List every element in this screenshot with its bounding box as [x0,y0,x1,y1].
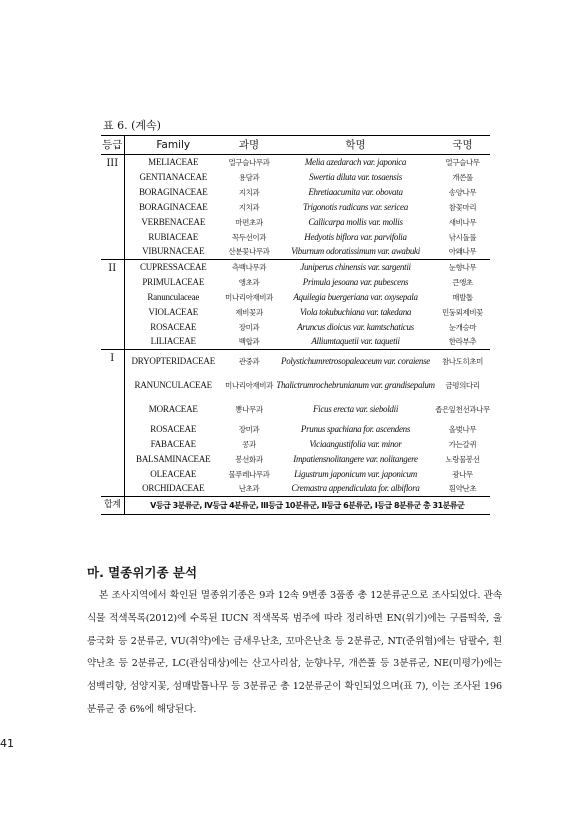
korean-family-cell: 장미과 [238,322,260,332]
scientific-name-cell: Callicarpa mollis var. mollis [308,216,403,227]
grade-cell: III [101,155,124,260]
korean-family-cell: 꼭두선이과 [231,232,267,242]
table-row [101,398,490,422]
scientific-name-cell: Ehretiaacumita var. obovata [308,186,403,197]
family-cell: FABACEAE [150,438,196,449]
header-scientific-name: 학명 [276,136,435,155]
korean-name-cell: 아왜나무 [448,247,477,257]
korean-name-cell: 송양나무 [448,187,477,197]
family-cell: RANUNCULACEAE [134,380,212,390]
korean-family-cell: 장미과 [238,424,260,434]
table-row [101,185,490,200]
table-row [101,482,490,497]
family-cell: BALSAMINACEAE [136,453,211,464]
korean-family-cell: 제비꽃과 [235,307,263,317]
table-row [101,335,490,350]
table-row [101,290,490,305]
korean-name-cell: 새비나무 [448,217,477,227]
scientific-name-cell: Alliumtaquetii var. taquetii [311,336,400,347]
family-cell: BORAGINACEAE [138,201,208,212]
table-row [101,230,490,245]
page-number: 41 [0,737,14,750]
scientific-name-cell: Hedyotis biflora var. parvifolia [304,231,407,242]
table-row [101,275,490,290]
scientific-name-cell: Trigonotis radicans var. sericea [303,201,408,212]
scientific-name-cell: Ligustrum japonicum var. japonicum [294,468,417,479]
family-cell: MELIACEAE [124,155,222,170]
scientific-name-cell: Aruncus dioicus var. kamtschaticus [297,321,414,332]
family-cell: ROSACEAE [150,423,197,434]
table-row [101,422,490,437]
korean-name-cell: 개쓴풀 [452,172,473,182]
table-caption: 표 6. (계속) [103,119,161,132]
scientific-name-cell: Viola tokubuchiana var. takedana [299,306,412,317]
korean-name-cell: 참나도히초미 [435,350,490,374]
table-body [101,155,490,497]
korean-name-cell: 노랑물봉선 [445,454,480,464]
korean-name-cell: 눈개승마 [448,322,477,332]
scientific-name-cell: Viburnum odoratissimum var. awabuki [291,246,420,257]
grade-cell: I [101,350,124,497]
scientific-name-cell: Cremastra appendiculata for. albiflora [291,483,420,494]
family-cell: GENTIANACEAE [139,171,208,182]
total-label: 합계 [101,497,124,515]
scientific-name-cell: Polystichumretrosopaleaceum var. coraiense [276,350,435,374]
table-header-row [101,136,490,155]
korean-family-cell: 지치과 [238,187,260,197]
header-family: Family [124,136,222,155]
total-row [101,497,490,515]
table-row [101,452,490,467]
korean-family-cell: 봉선화과 [235,454,263,464]
header-korean-family: 과명 [222,136,276,155]
table-row [101,260,490,275]
scientific-name-cell: Thalictrumrochebrunianum var. grandisepalum [276,380,435,390]
korean-family-cell: 물푸레나무과 [228,469,270,479]
family-cell: CUPRESSACEAE [124,260,222,275]
korean-family-cell: 뽕나무과 [235,405,263,414]
scientific-name-cell: Viciaangustifolia var. minor [309,438,402,449]
korean-name-cell: 눈향나무 [435,260,490,275]
korean-family-cell: 지치과 [238,202,260,212]
family-cell: PRIMULACEAE [142,276,205,287]
korean-name-cell: 매발톱 [452,292,473,302]
family-cell: BORAGINACEAE [138,186,208,197]
korean-family-cell: 마편초과 [235,217,263,227]
total-text: V등급 3분류군, IV등급 4분류군, III등급 10분류군, II등급 6분류군, I등급 8분류군 총 31분류군 [124,497,490,515]
korean-family-cell: 앵초과 [238,277,260,287]
korean-name-cell: 좁은잎천선과나무 [435,405,490,414]
family-cell: ORCHIDACEAE [142,483,205,494]
korean-family-cell: 멀구슬나무과 [222,155,276,170]
section-heading: 마. 멸종위기종 분석 [87,565,198,580]
korean-family-cell: 관중과 [222,350,276,374]
korean-family-cell: 측백나무과 [222,260,276,275]
family-cell: VERBENACEAE [141,216,206,227]
scientific-name-cell: Swertia diluta var. tosaensis [309,171,402,182]
korean-family-cell: 미나리아재비과 [225,292,273,302]
table-row [101,305,490,320]
header-korean-name: 국명 [435,136,490,155]
table-row [101,215,490,230]
korean-family-cell: 난초과 [238,484,260,494]
korean-family-cell: 용담과 [238,172,260,182]
family-cell: LILIACEAE [150,336,196,347]
family-cell: ROSACEAE [150,321,197,332]
scientific-name-cell: Impatiensnolitangere var. nolitangere [293,453,418,464]
korean-family-cell: 콩과 [242,439,256,449]
body-paragraph [87,585,502,722]
endangered-grade-table [101,135,490,515]
family-cell: VIBURNACEAE [142,246,205,257]
korean-name-cell: 낚시돌풀 [448,232,477,242]
scientific-name-cell: Melia azedarach var. japonica [276,155,435,170]
table-row [101,200,490,215]
grade-cell: II [101,260,124,350]
scientific-name-cell: Juniperus chinensis var. sargentii [276,260,435,275]
table-row [101,374,490,398]
paragraph-text: 본 조사지역에서 확인된 멸종위기종은 9과 12속 9변종 3품종 총 12분류군으로 조사되었다. 관속식물 적색목록(2012)에 수록된 IUCN 적색목록 범주에 따라 정리하면 EN(위기)에는 구름떡쑥, 울릉국화 등 2분류군, VU(취약)에는 금새우난초, 꼬마은난초 등 2분류군, NT(준위협)에는 담팔수, 흰약난초 등 2분류군, LC(관심대상)에는 산고사리삼, 눈향나무, 개쓴풀 등 3분류군, NE(미평가)에는 섬백리향, 섬양지꽃, 섬매발톱나무 등 3분류군 총 12분류군이 확인되었으며(표 7), 이는 조사된 196분류군 중 6%에 해당된다. [87,590,502,715]
family-cell: RUBIACEAE [148,231,199,242]
korean-name-cell: 한라부추 [448,337,477,347]
scientific-name-cell: Prunus spachiana for. ascendens [300,423,411,434]
scientific-name-cell: Aquilegia buergeriana var. oxysepala [293,291,418,302]
table-row [101,350,490,374]
table-row [101,155,490,170]
scientific-name-cell: Primula jesoana var. pubescens [302,276,409,287]
family-cell: Ranunculaceae [147,291,200,302]
table-row [101,320,490,335]
family-cell: MORACEAE [148,404,198,414]
korean-name-cell: 가는갈퀴 [448,439,477,449]
table-row [101,467,490,482]
korean-name-cell: 흰약난초 [448,484,477,494]
table-row [101,437,490,452]
korean-name-cell: 금평의다리 [445,381,480,390]
family-cell: DRYOPTERIDACEAE [124,350,222,374]
scientific-name-cell: Ficus erecta var. sieboldii [312,404,399,414]
korean-name-cell: 올벚나무 [448,424,477,434]
korean-family-cell: 백합과 [238,337,260,347]
korean-name-cell: 큰앵초 [452,277,473,287]
korean-name-cell: 광나무 [452,469,473,479]
family-cell: VIOLACEAE [148,306,199,317]
family-cell: OLEACEAE [150,468,197,479]
table-row [101,170,490,185]
korean-name-cell: 민둥뫼제비꽃 [441,307,484,317]
header-grade: 등급 [101,136,124,155]
korean-family-cell: 산분꽃나무과 [228,247,270,257]
korean-name-cell: 멀구슬나무 [435,155,490,170]
korean-family-cell: 미나리아재비과 [225,381,273,390]
korean-name-cell: 참꽃마리 [448,202,477,212]
table-row [101,245,490,260]
